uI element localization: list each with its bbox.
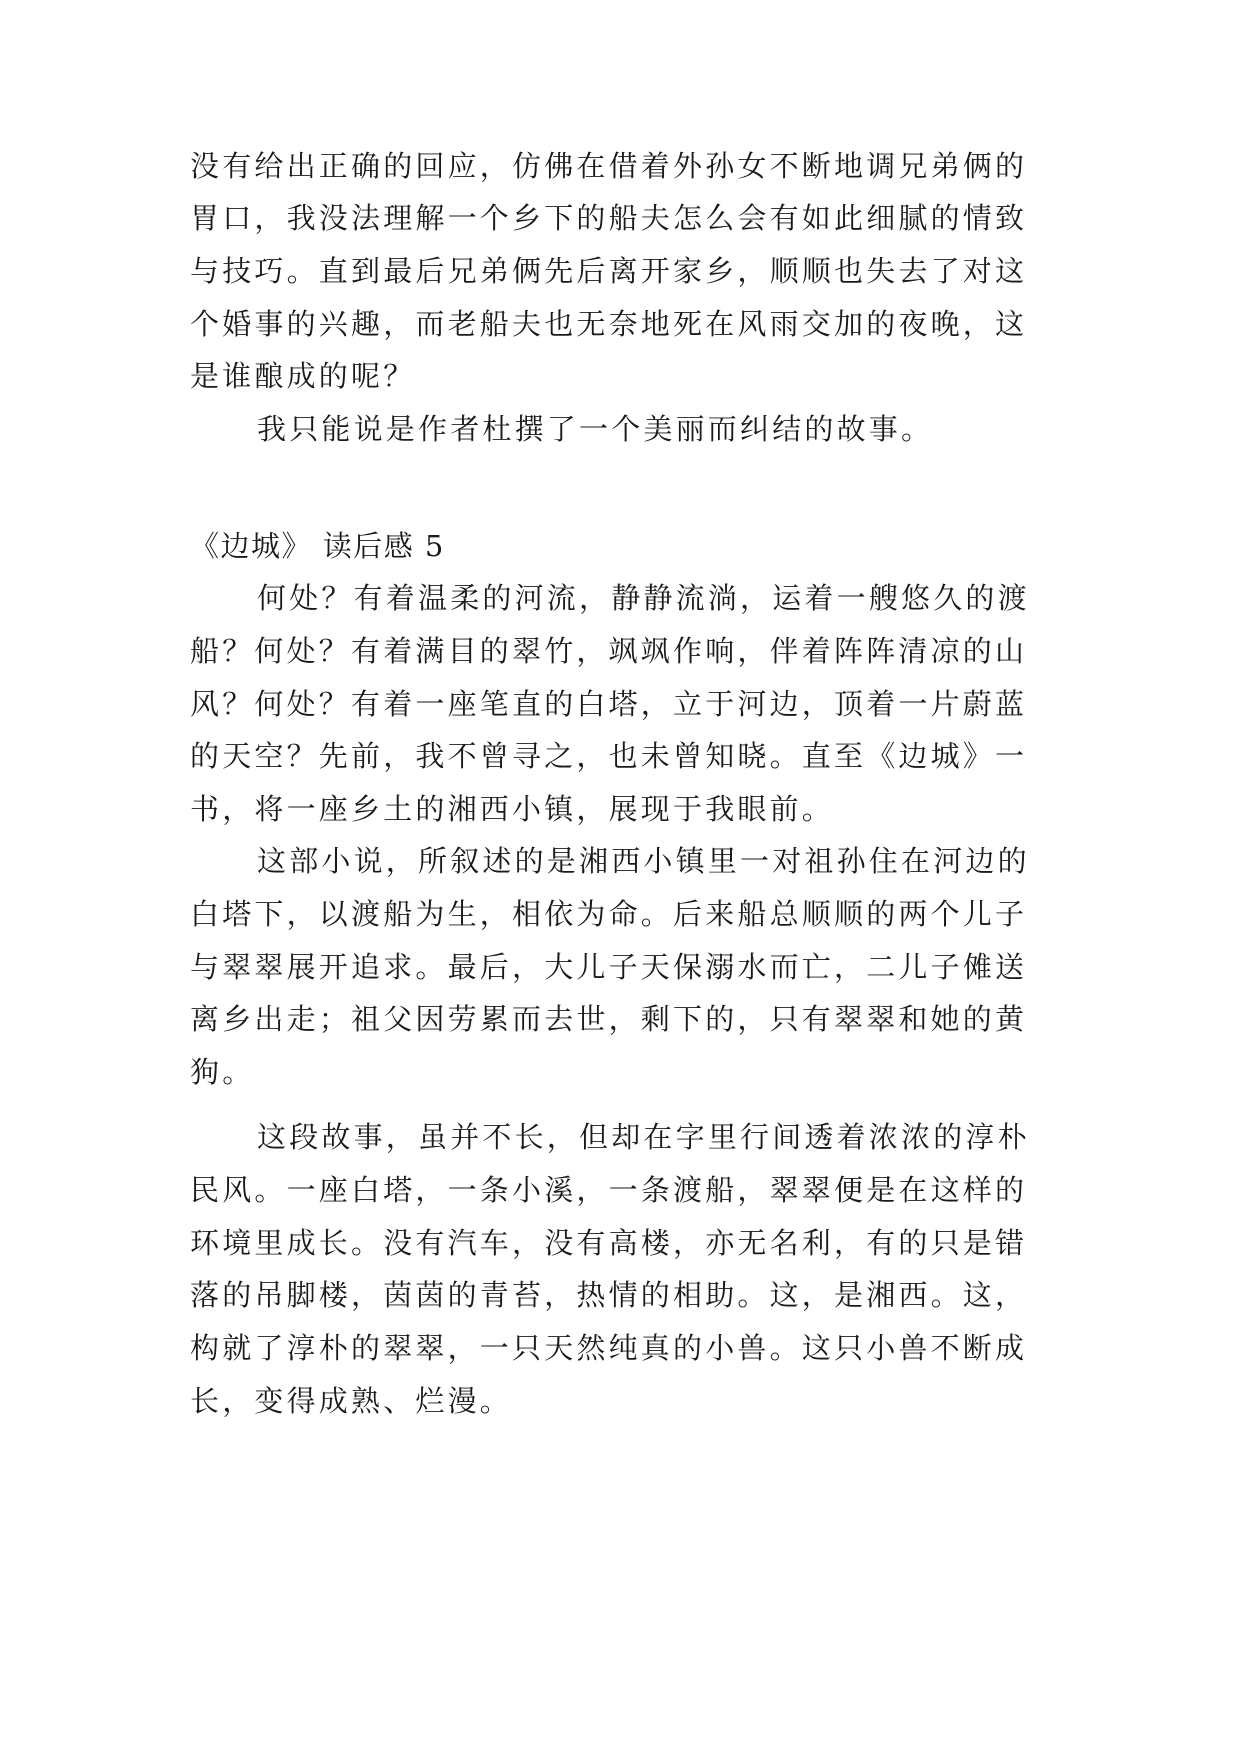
text-line: 何处？有着温柔的河流，静静流淌，运着一艘悠久的渡: [257, 581, 1030, 615]
text-line: 胃口，我没法理解一个乡下的船夫怎么会有如此细腻的情致: [190, 201, 1028, 235]
text-line: 离乡出走；祖父因劳累而去世，剩下的，只有翠翠和她的黄: [190, 1002, 1028, 1036]
text-line: 船？何处？有着满目的翠竹，飒飒作响，伴着阵阵清凉的山: [190, 634, 1028, 668]
text-line: 与技巧。直到最后兄弟俩先后离开家乡，顺顺也失去了对这: [190, 254, 1028, 288]
text-line: 的天空？先前，我不曾寻之，也未曾知晓。直至《边城》一: [190, 739, 1028, 773]
text-line: 民风。一座白塔，一条小溪，一条渡船，翠翠便是在这样的: [190, 1173, 1028, 1207]
text-line: 我只能说是作者杜撰了一个美丽而纠结的故事。: [257, 412, 934, 446]
section-title: 《边城》 读后感 5: [190, 529, 445, 563]
text-line: 狗。: [190, 1055, 255, 1089]
text-line: 没有给出正确的回应，仿佛在借着外孙女不断地调兄弟俩的: [190, 149, 1028, 183]
text-line: 落的吊脚楼，茵茵的青苔，热情的相助。这，是湘西。这，: [190, 1278, 1028, 1312]
text-line: 书，将一座乡土的湘西小镇，展现于我眼前。: [190, 792, 835, 826]
text-line: 白塔下，以渡船为生，相依为命。后来船总顺顺的两个儿子: [190, 897, 1028, 931]
text-line: 这部小说，所叙述的是湘西小镇里一对祖孙住在河边的: [257, 844, 1030, 878]
text-line: 个婚事的兴趣，而老船夫也无奈地死在风雨交加的夜晚，这: [190, 307, 1028, 341]
text-line: 风？何处？有着一座笔直的白塔，立于河边，顶着一片蔚蓝: [190, 687, 1028, 721]
text-line: 与翠翠展开追求。最后，大儿子天保溺水而亡，二儿子傩送: [190, 950, 1028, 984]
text-line: 环境里成长。没有汽车，没有高楼，亦无名利，有的只是错: [190, 1226, 1028, 1260]
text-line: 构就了淳朴的翠翠，一只天然纯真的小兽。这只小兽不断成: [190, 1331, 1028, 1365]
text-line: 这段故事，虽并不长，但却在字里行间透着浓浓的淳朴: [257, 1120, 1030, 1154]
text-line: 是谁酿成的呢？: [190, 359, 416, 393]
text-line: 长，变得成熟、烂漫。: [190, 1384, 513, 1418]
